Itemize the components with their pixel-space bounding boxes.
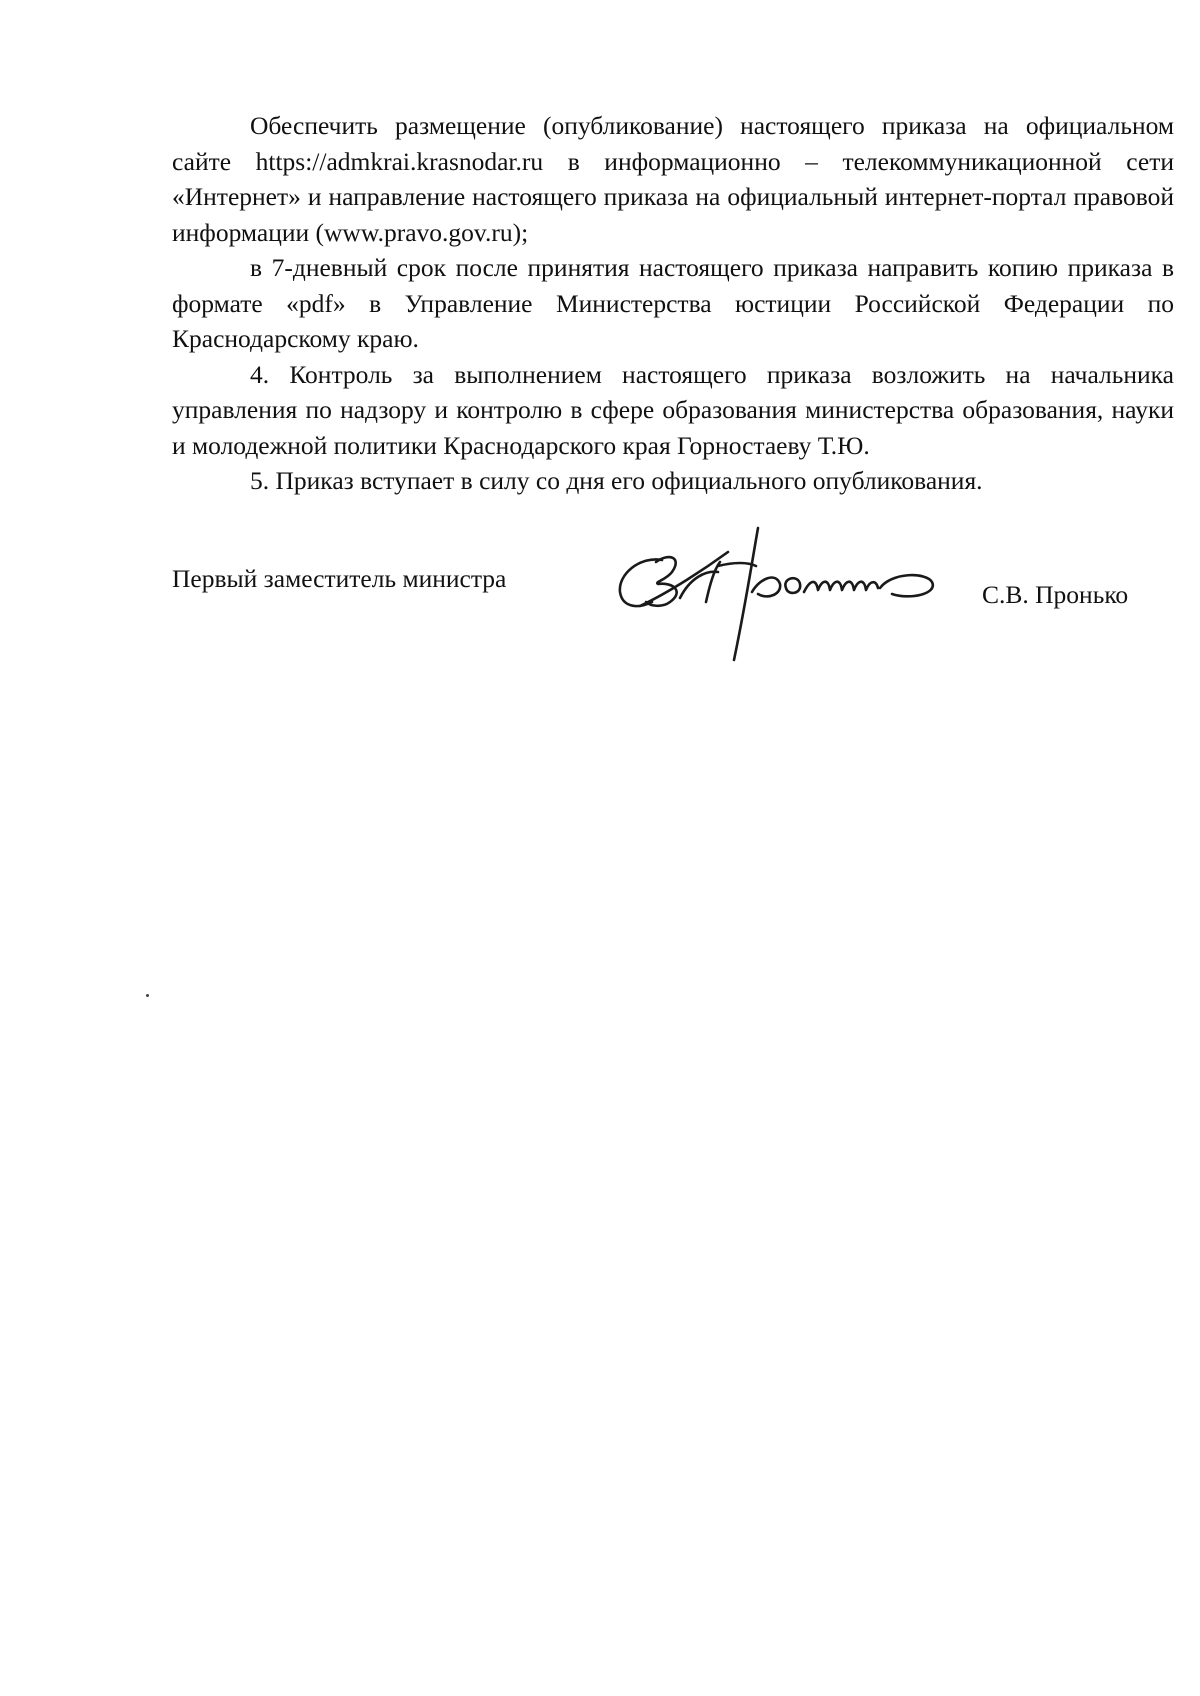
signature-block [172, 540, 1174, 670]
paragraph-control: 4. Контроль за выполнением настоящего приказа возложить на начальника управления по надзору и контролю в сфере образования министерства образования, науки и молодежной политики Краснодарского края Горностаеву Т.Ю. [172, 359, 1174, 460]
scan-artifact-dot [146, 994, 149, 997]
handwritten-signature [610, 522, 950, 672]
paragraph-effective-date: 5. Приказ вступает в силу со дня его официального опубликования. [250, 466, 983, 495]
signatory-position: Первый заместитель министра [172, 564, 507, 593]
paragraph-publication: Обеспечить размещение (опубликование) настоящего приказа на официальном сайте https://admkrai.krasnodar.ru в информационно – телекоммуникационной сети «Интернет» и направление настоящего приказа на официальный интернет-портал правовой информации (www.pravo.gov.ru); [172, 111, 1174, 247]
paragraph-ministry-of-justice: в 7-дневный срок после принятия настоящего приказа направить копию приказа в формате «pdf» в Управление Министерства юстиции Российской Федерации по Краснодарскому краю. [172, 253, 1174, 353]
document-body [172, 108, 1174, 499]
signatory-name: С.В. Пронько [982, 580, 1129, 609]
